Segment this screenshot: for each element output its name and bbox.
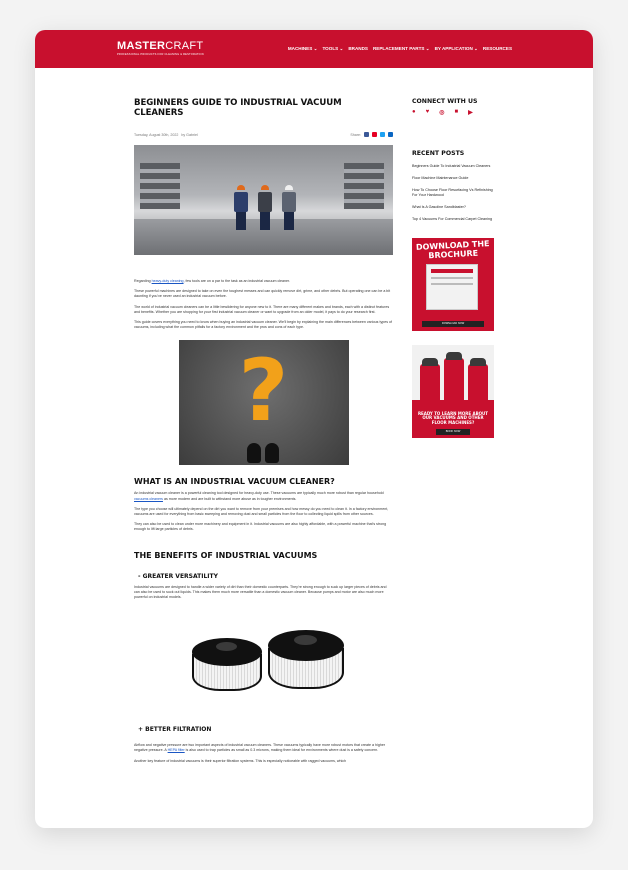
share-bar <box>350 132 393 137</box>
recent-post-link[interactable]: What Is A Gasoline Sandblaster? <box>412 205 466 209</box>
paragraph: Airflow and negative pressure are two important aspects of industrial vacuum cleaners. These vacuums typically have more robust motors that create a higher negative pressure. A HEPA filter is also used to trap particles as small as 0.3 microns, making them ideal for environments where dust is a safety concern. <box>134 743 386 753</box>
recent-posts <box>412 150 494 222</box>
linkedin-icon[interactable] <box>388 132 393 137</box>
paragraph: These powerful machines are designed to take on even the toughest messes and can quickly remove dirt, grime, and other debris. But operating one can be a bit daunting if you've never used an industrial vacuum before. <box>134 289 391 299</box>
hero-image <box>134 145 393 255</box>
brochure-graphic <box>426 264 478 310</box>
paragraph: Another key feature of industrial vacuums is their superior filtration systems. This is especially noticeable with ragged vacuums, which <box>134 758 347 763</box>
section-heading: THE BENEFITS OF INDUSTRIAL VACUUMS <box>134 550 318 560</box>
nav-machines[interactable]: MACHINES ⌄ <box>287 46 318 51</box>
question-mark-icon: ? <box>238 341 289 442</box>
vacuum-graphic <box>420 364 440 404</box>
article <box>134 98 393 764</box>
main-nav <box>288 46 512 52</box>
accordion-toggle[interactable]: + BETTER FILTRATION <box>138 726 212 734</box>
youtube-icon[interactable]: ▶ <box>468 110 473 116</box>
connect-heading: CONNECT WITH US <box>412 98 478 105</box>
paragraph: This guide covers everything you need to know when buying an industrial vacuum cleaner. We'll begin by explaining the main differences between various types of vacuums, including what the common pitfalls for a factory environment and the pros and cons of each type. <box>134 320 393 330</box>
vacuum-graphic <box>468 364 488 404</box>
brochure-title: DOWNLOAD THE BROCHURE <box>415 239 490 260</box>
logo-bold: MASTER <box>117 40 166 53</box>
vacuum-graphic <box>444 358 464 404</box>
twitter-icon[interactable]: ♥ <box>425 109 430 115</box>
paragraph: The type you choose will ultimately depend on the dirt you want to remove from your premises and how messy do you need to clean it. In a factory environment, vacuums are used for everything from basic sweeping and removing dust and small particles from the floor to collecting liquid spills from other sources. <box>134 506 389 517</box>
brochure-banner[interactable] <box>412 238 494 331</box>
browser-page <box>35 30 593 828</box>
question-mark-image <box>179 340 349 465</box>
paragraph: An industrial vacuum cleaner is a powerful cleaning tool designed for heavy-duty use. These vacuums are typically much more robust than regular household vacuums cleaners as more modern and are built to withstand more abuse as in tougher environments. <box>134 491 384 501</box>
nav-replacement-parts[interactable]: REPLACEMENT PARTS ⌄ <box>372 46 430 51</box>
recent-post-link[interactable]: Top 4 Vacuums For Commercial Carpet Cleaning <box>412 217 493 221</box>
inline-link[interactable]: HEPA filter <box>167 748 185 753</box>
article-title: BEGINNERS GUIDE TO INDUSTRIAL VACUUM CLEANERS <box>134 98 342 118</box>
paragraph: Industrial vacuums are designed to handle a wider variety of dirt than their domestic counterparts. They're strong enough to suck up larger pieces of debris and can also be used to suck out liquids. This makes them much more versatile than a domestic vacuum cleaner. Because pumps and motor are also much more powerful on industrial models. <box>134 584 387 600</box>
paragraph: The world of industrial vacuum cleaners can be a little bewildering for anyone new to it. There are many different makes and brands, each with a distinct features and benefits. Whether you are shopping for your first industrial vacuum cleaner or want to upgrade from an older model, it pays to do your research first. <box>134 304 390 314</box>
book-now-button[interactable]: BOOK NOW <box>436 429 470 435</box>
logo-light: CRAFT <box>165 40 204 53</box>
worker-figure <box>234 185 248 231</box>
nav-brands[interactable]: BRANDS <box>348 46 368 51</box>
section-heading: WHAT IS AN INDUSTRIAL VACUUM CLEANER? <box>134 477 335 487</box>
site-header <box>35 30 593 68</box>
twitter-icon[interactable] <box>380 132 385 137</box>
paragraph: Regarding heavy-duty cleaning, few tools are on a par to the task as an industrial vacuum cleaner. <box>134 279 291 283</box>
filter-graphic <box>268 630 344 704</box>
filter-graphic <box>192 638 262 704</box>
nav-by-application[interactable]: BY APPLICATION ⌄ <box>434 46 478 51</box>
facebook-icon[interactable]: ● <box>412 109 416 115</box>
sidebar <box>412 98 494 764</box>
recent-post-link[interactable]: Floor Machine Maintenance Guide <box>412 176 469 180</box>
inline-link[interactable]: vacuums cleaners <box>134 496 163 501</box>
linkedin-icon[interactable]: ■ <box>454 109 459 115</box>
social-links <box>412 109 494 116</box>
download-now-button[interactable]: DOWNLOAD NOW <box>422 321 484 327</box>
inline-link[interactable]: heavy-duty cleaning <box>151 279 184 283</box>
instagram-icon[interactable]: ◎ <box>439 110 445 116</box>
nav-resources[interactable]: RESOURCES <box>482 46 513 51</box>
article-author[interactable]: by Gabriel <box>181 132 198 137</box>
recent-post-link[interactable]: Beginners Guide To Industrial Vacuum Cleaners <box>412 164 491 168</box>
article-meta <box>134 132 393 137</box>
pinterest-icon[interactable] <box>372 132 377 137</box>
worker-figure <box>282 185 296 231</box>
logo-tagline: PROFESSIONAL PRODUCTS FOR CLEANING & RESTORATION <box>117 53 204 57</box>
nav-tools[interactable]: TOOLS ⌄ <box>322 46 344 51</box>
facebook-icon[interactable] <box>364 132 369 137</box>
recent-heading: RECENT POSTS <box>412 150 465 157</box>
worker-figure <box>258 185 272 231</box>
article-date: Tuesday, August 30th, 2022 <box>134 132 179 137</box>
filters-image <box>164 618 364 713</box>
recent-post-link[interactable]: How To Choose Floor Resurfacing Vs Refinishing For Your Hardwood <box>412 188 493 197</box>
vacuums-banner[interactable] <box>412 345 494 438</box>
paragraph: They can also be used to clean under more machinery and equipment in it. Industrial vacuums are also highly affordable, with a powerful machine that's strong enough to lift large particles of debris. <box>134 522 387 532</box>
share-label: Share: <box>350 132 361 137</box>
site-logo[interactable] <box>117 41 204 57</box>
accordion-toggle[interactable]: - GREATER VERSATILITY <box>138 572 218 580</box>
shoes-graphic <box>247 443 279 463</box>
vacuums-banner-text: READY TO LEARN MORE ABOUT OUR VACUUMS AND OTHER FLOOR MACHINES? <box>417 410 489 426</box>
page-content <box>35 68 593 764</box>
